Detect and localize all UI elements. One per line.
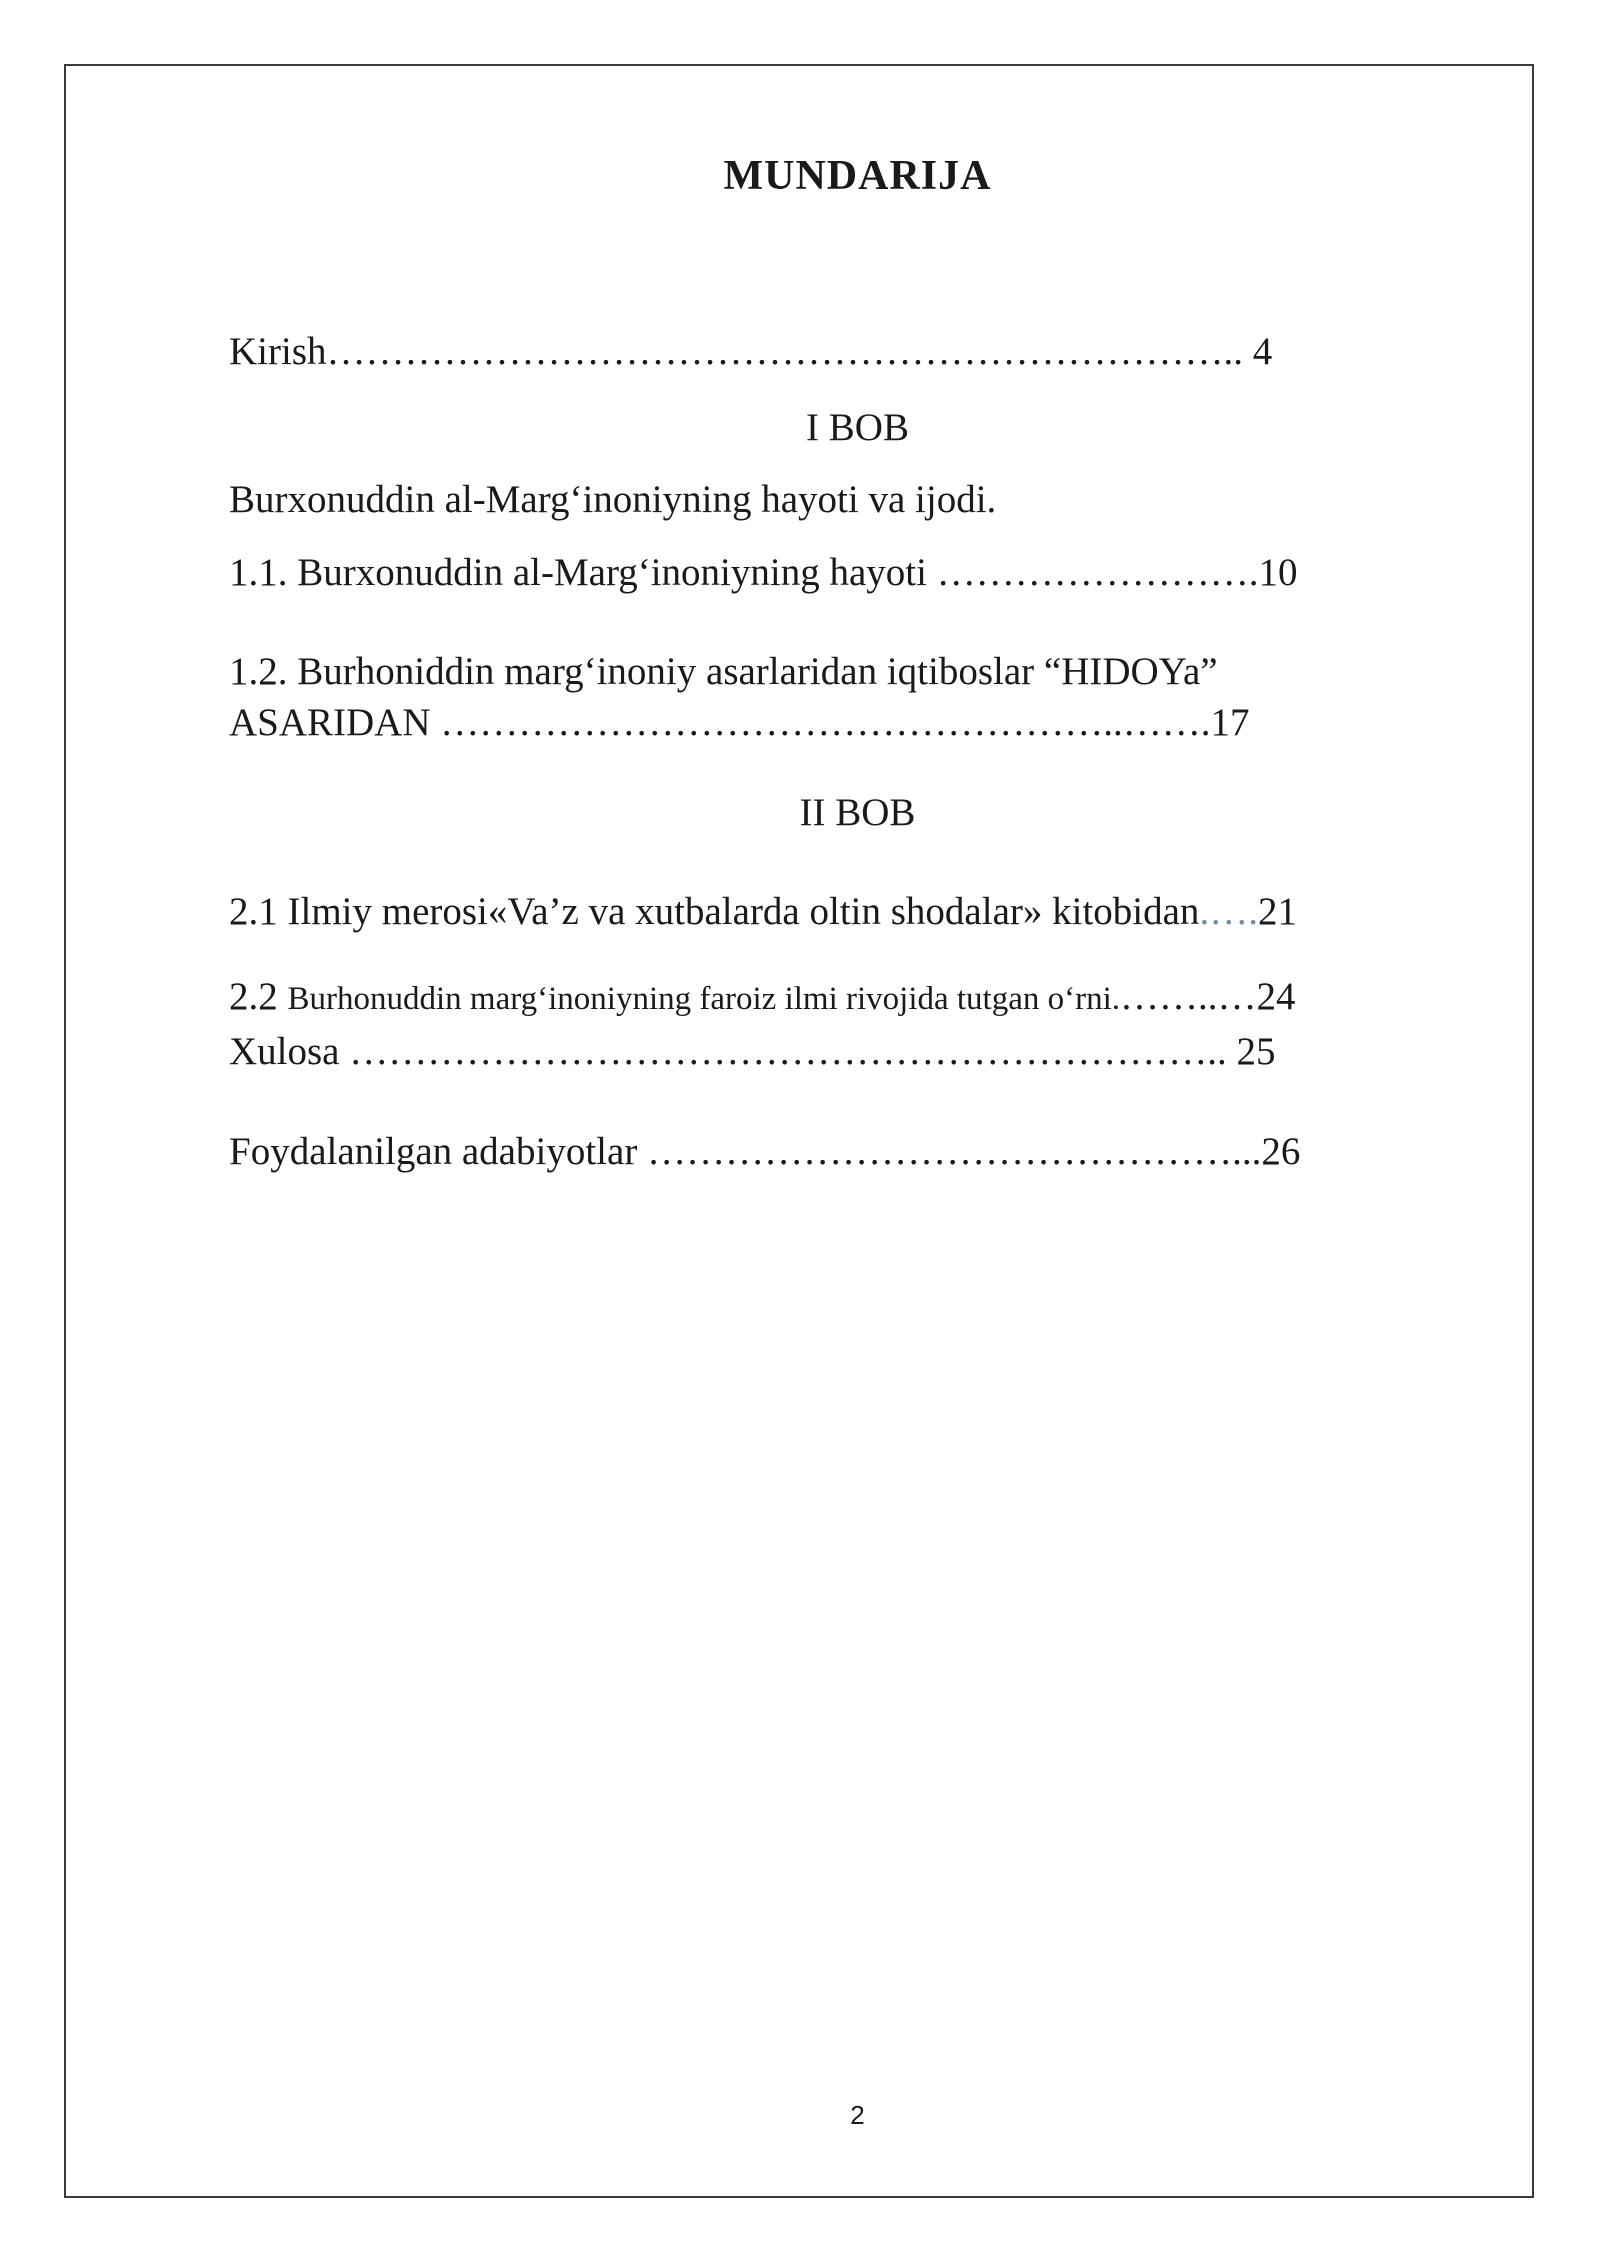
toc-entry-1-1[interactable] <box>229 551 1297 596</box>
toc-leader: ……………………. <box>936 551 1259 594</box>
toc-page: 24 <box>1256 975 1296 1018</box>
toc-label: Xulosa <box>229 1030 350 1073</box>
toc-label: Kirish <box>229 330 327 373</box>
toc-entry-2-2[interactable] <box>229 975 1296 1020</box>
toc-label-line2: ASARIDAN <box>229 700 441 744</box>
toc-label: 2.1 Ilmiy merosi«Va’z va xutbalarda oltin shodalar» kitobidan <box>229 890 1200 933</box>
toc-label: Burhonuddin marg‘inoniyning faroiz ilmi rivojida tutgan o‘rni. <box>287 981 1121 1017</box>
page-title: MUNDARIJA <box>723 153 992 199</box>
chapter-heading-2: II BOB <box>799 791 916 834</box>
page-number: 2 <box>850 2100 865 2130</box>
toc-page: 21 <box>1257 890 1297 933</box>
toc-page: 25 <box>1226 1030 1276 1073</box>
toc-entry-2-1[interactable] <box>229 890 1297 935</box>
toc-page: 26 <box>1261 1130 1301 1173</box>
toc-prefix: 2.2 <box>229 975 288 1018</box>
toc-page: 4 <box>1243 330 1273 373</box>
toc-leader: .…. <box>1199 890 1258 933</box>
chapter-title-1: Burxonuddin al-Marg‘inoniyning hayoti va ijodi. <box>229 478 997 521</box>
toc-label-line1: 1.2. Burhoniddin marg‘inoniy asarlaridan iqtiboslar “HIDOYa” <box>229 650 1218 693</box>
toc-label: 1.1. Burxonuddin al-Marg‘inoniyning hayoti <box>229 551 937 594</box>
toc-leader: ………………………………………... <box>647 1130 1262 1173</box>
toc-page: 17 <box>1210 700 1250 744</box>
toc-entry-kirish[interactable] <box>229 330 1272 375</box>
toc-leader: ……………………………………………..……. <box>440 700 1211 744</box>
toc-entry-adabiyotlar[interactable] <box>229 1130 1300 1175</box>
toc-leader: ……..… <box>1120 975 1257 1018</box>
chapter-heading-1: I BOB <box>806 406 909 449</box>
toc-page: 10 <box>1258 551 1298 594</box>
toc-entry-1-2[interactable] <box>229 650 1250 746</box>
toc-label: Foydalanilgan adabiyotlar <box>229 1130 648 1173</box>
toc-leader: …………………………………………………………….. <box>326 330 1243 373</box>
toc-entry-xulosa[interactable] <box>229 1030 1276 1075</box>
toc-leader: ………………………………………………………….. <box>349 1030 1227 1073</box>
